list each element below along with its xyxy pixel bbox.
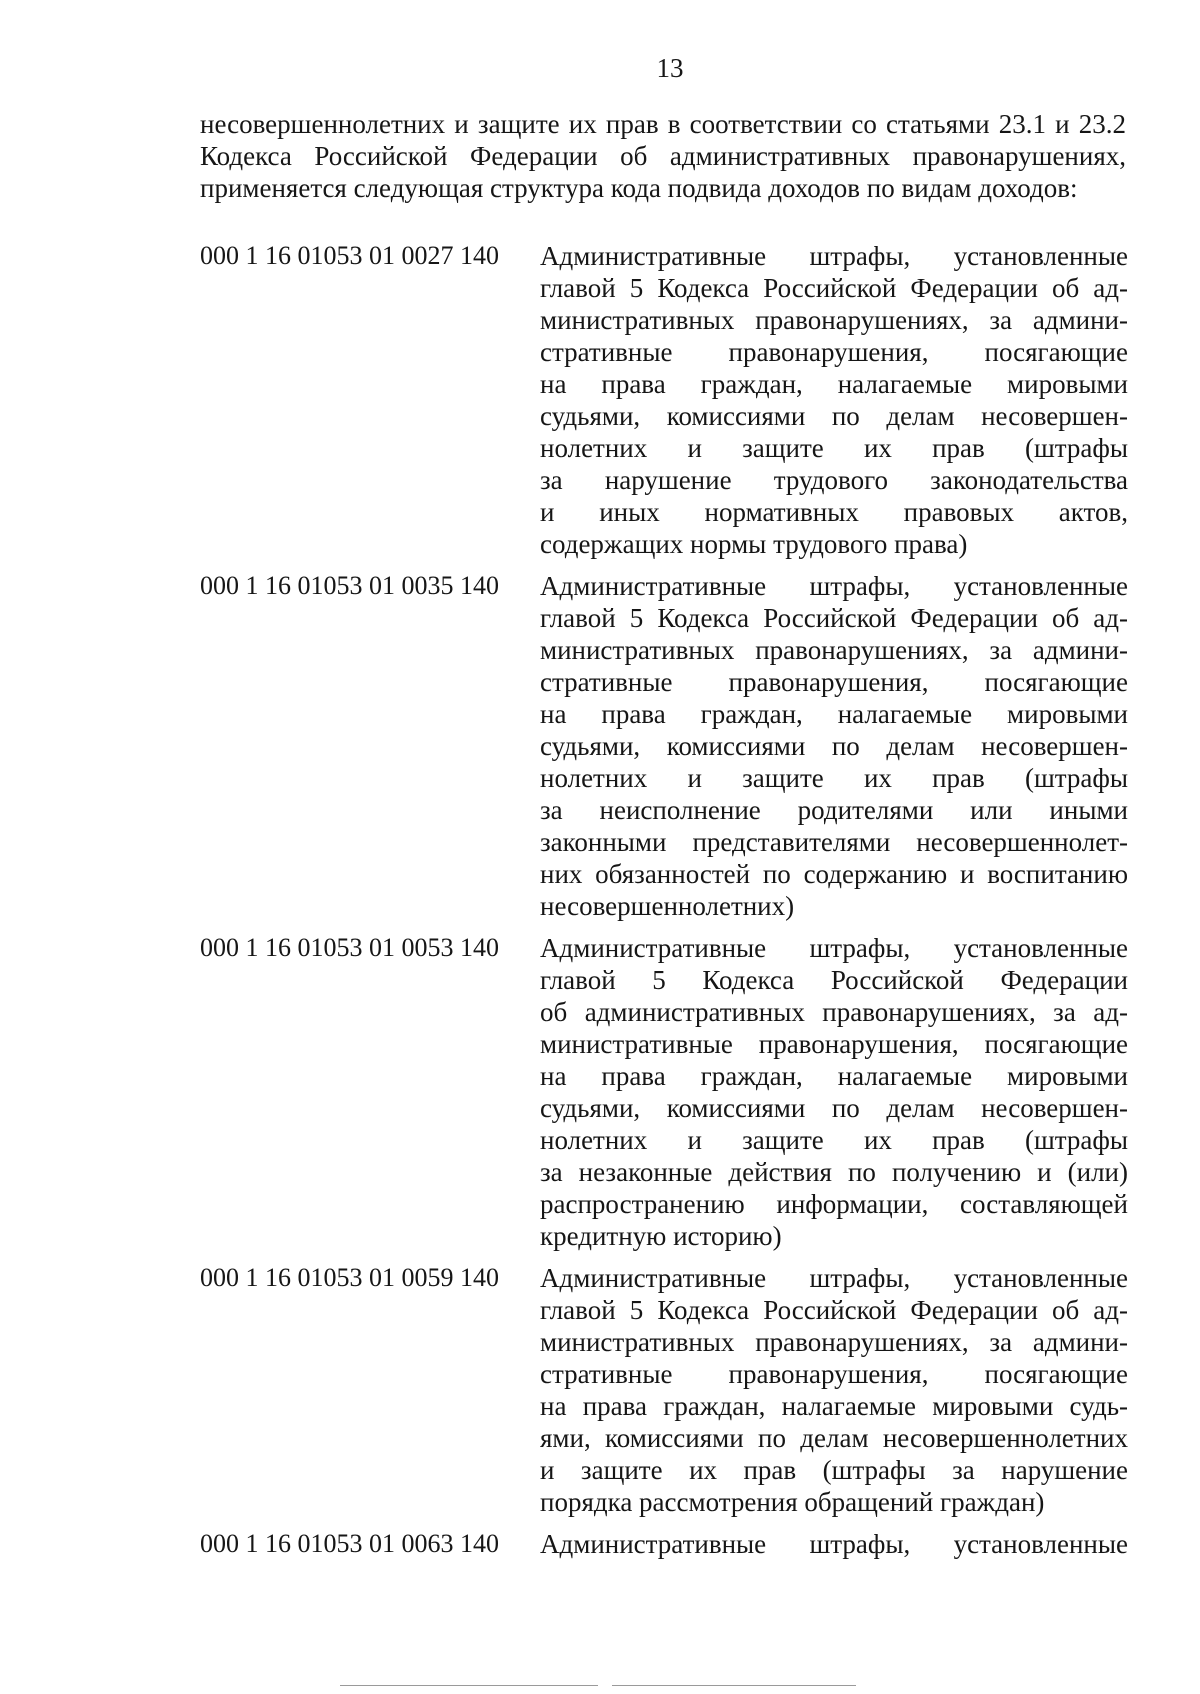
description-line: ями, комиссиями по делам несовершеннолетних <box>540 1423 1128 1453</box>
income-code: 000 1 16 01053 01 0059 140 <box>200 1263 499 1292</box>
description-line: них обязанностей по содержанию и воспитанию <box>540 859 1128 889</box>
description-line: главой 5 Кодекса Российской Федерации об ад- <box>540 1295 1128 1325</box>
income-code-entry <box>200 570 1130 922</box>
income-code: 000 1 16 01053 01 0053 140 <box>200 933 499 962</box>
income-description <box>540 1528 1128 1560</box>
description-line: судьями, комиссиями по делам несовершен- <box>540 1093 1128 1123</box>
income-code-entry <box>200 1528 1130 1560</box>
description-line: нолетних и защите их прав (штрафы <box>540 433 1128 463</box>
description-line: главой 5 Кодекса Российской Федерации <box>540 965 1128 995</box>
description-line: Административные штрафы, установленные <box>540 1263 1128 1293</box>
income-description <box>540 570 1128 922</box>
description-line: нолетних и защите их прав (штрафы <box>540 1125 1128 1155</box>
income-code-entry <box>200 1262 1130 1518</box>
income-code-entry <box>200 240 1130 560</box>
description-line: и иных нормативных правовых актов, <box>540 497 1128 527</box>
description-line: за нарушение трудового законодательства <box>540 465 1128 495</box>
intro-paragraph <box>200 108 1126 204</box>
description-line: содержащих нормы трудового права) <box>540 529 968 559</box>
description-line: кредитную историю) <box>540 1221 782 1251</box>
description-line: Административные штрафы, установленные <box>540 1529 1128 1559</box>
income-description <box>540 1262 1128 1518</box>
description-line: Административные штрафы, установленные <box>540 933 1128 963</box>
description-line: министративных правонарушениях, за админи- <box>540 305 1128 335</box>
description-line: министративных правонарушениях, за админи- <box>540 1327 1128 1357</box>
income-code: 000 1 16 01053 01 0063 140 <box>200 1529 499 1558</box>
income-code: 000 1 16 01053 01 0027 140 <box>200 241 499 270</box>
description-line: за неисполнение родителями или иными <box>540 795 1128 825</box>
description-line: главой 5 Кодекса Российской Федерации об ад- <box>540 273 1128 303</box>
description-line: главой 5 Кодекса Российской Федерации об ад- <box>540 603 1128 633</box>
footer-rule-left <box>340 1685 598 1686</box>
description-line: на права граждан, налагаемые мировыми <box>540 369 1128 399</box>
description-line: нолетних и защите их прав (штрафы <box>540 763 1128 793</box>
description-line: на права граждан, налагаемые мировыми <box>540 1061 1128 1091</box>
intro-line: Кодекса Российской Федерации об административных правонарушениях, <box>200 141 1126 171</box>
description-line: распространению информации, составляющей <box>540 1189 1128 1219</box>
description-line: министративных правонарушениях, за админи- <box>540 635 1128 665</box>
description-line: судьями, комиссиями по делам несовершен- <box>540 731 1128 761</box>
description-line: порядка рассмотрения обращений граждан) <box>540 1487 1045 1517</box>
description-line: законными представителями несовершеннолет- <box>540 827 1128 857</box>
description-line: об административных правонарушениях, за ад- <box>540 997 1128 1027</box>
intro-line: применяется следующая структура кода подвида доходов по видам доходов: <box>200 173 1078 203</box>
description-line: судьями, комиссиями по делам несовершен- <box>540 401 1128 431</box>
description-line: на права граждан, налагаемые мировыми <box>540 699 1128 729</box>
income-code: 000 1 16 01053 01 0035 140 <box>200 571 499 600</box>
income-description <box>540 932 1128 1252</box>
description-line: Административные штрафы, установленные <box>540 241 1128 271</box>
description-line: стративные правонарушения, посягающие <box>540 1359 1128 1389</box>
description-line: и защите их прав (штрафы за нарушение <box>540 1455 1128 1485</box>
description-line: Административные штрафы, установленные <box>540 571 1128 601</box>
description-line: за незаконные действия по получению и (или) <box>540 1157 1128 1187</box>
intro-line: несовершеннолетних и защите их прав в соответствии со статьями 23.1 и 23.2 <box>200 109 1126 139</box>
footer-rule-right <box>612 1685 856 1686</box>
income-code-entry <box>200 932 1130 1252</box>
income-code-list <box>200 240 1130 1570</box>
description-line: стративные правонарушения, посягающие <box>540 337 1128 367</box>
description-line: несовершеннолетних) <box>540 891 795 921</box>
page-number: 13 <box>656 53 684 83</box>
description-line: на права граждан, налагаемые мировыми судь- <box>540 1391 1128 1421</box>
description-line: министративные правонарушения, посягающие <box>540 1029 1128 1059</box>
income-description <box>540 240 1128 560</box>
description-line: стративные правонарушения, посягающие <box>540 667 1128 697</box>
